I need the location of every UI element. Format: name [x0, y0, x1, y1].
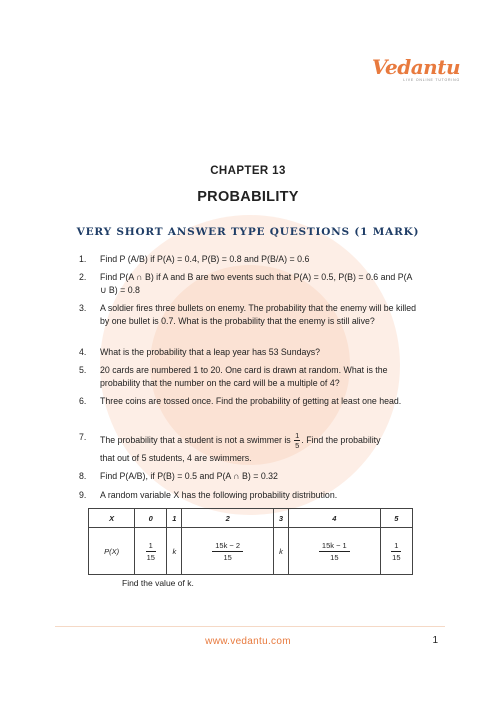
question-text-line [100, 431, 420, 450]
fraction-denominator: 15 [223, 552, 232, 562]
follow-up-question: Find the value of k. [122, 578, 194, 588]
question-5 [79, 364, 420, 390]
fraction [294, 431, 300, 450]
footer-divider [55, 626, 445, 627]
question-number: 7. [79, 432, 87, 442]
question-9 [79, 489, 420, 502]
question-2 [79, 271, 420, 297]
fraction [391, 540, 401, 563]
table-header-cell: 2 [182, 509, 274, 528]
fraction-numerator: 15k − 2 [212, 540, 243, 552]
question-text: . Find the probability [301, 434, 381, 445]
question-text: 20 cards are numbered 1 to 20. One card is drawn at random. What is the probability that the number on the card will be a multiple of 4? [100, 365, 388, 388]
cell-value: k [279, 546, 283, 556]
question-text: A soldier fires three bullets on enemy. The probability that the enemy will be killed by one bullet is 0.7. What is the probability that the enemy is still alive? [100, 303, 417, 326]
question-number: 5. [79, 365, 87, 375]
fraction-numerator: 1 [295, 431, 300, 440]
footer-url: www.vedantu.com [205, 636, 291, 647]
table-row-label: P(X) [89, 528, 135, 575]
table-header-cell: 1 [167, 509, 182, 528]
question-number: 4. [79, 347, 87, 357]
question-number: 8. [79, 471, 87, 481]
fraction [146, 540, 156, 563]
fraction-numerator: 1 [391, 540, 401, 552]
logo-wordmark: Vedantu [371, 55, 460, 79]
question-text: Three coins are tossed once. Find the probability of getting at least one head. [100, 396, 402, 406]
question-8 [79, 470, 420, 483]
question-text: Find P(A ∩ B) if A and B are two events such that P(A) = 0.5, P(B) = 0.6 and P(A ∪ B) = 0.8 [100, 272, 412, 295]
chapter-heading: CHAPTER 13 [210, 165, 286, 177]
question-3 [79, 302, 420, 328]
question-text: Find P (A/B) if P(A) = 0.4, P(B) = 0.8 and P(B/A) = 0.6 [100, 254, 310, 264]
fraction-numerator: 15k − 1 [319, 540, 350, 552]
question-text: that out of 5 students, 4 are swimmers. [100, 453, 252, 463]
question-7 [79, 431, 420, 465]
question-number: 6. [79, 396, 87, 406]
question-number: 3. [79, 303, 87, 313]
vedantu-logo [372, 57, 460, 82]
fraction-denominator: 15 [392, 552, 401, 562]
table-header-cell: 5 [380, 509, 412, 528]
section-heading: VERY SHORT ANSWER TYPE QUESTIONS (1 MARK) [76, 226, 420, 238]
cell-value: k [172, 546, 177, 556]
fraction [319, 540, 350, 563]
question-1 [79, 253, 420, 266]
fraction-denominator: 15 [146, 552, 155, 562]
question-text: A random variable X has the following probability distribution. [100, 490, 338, 500]
table-header-row [89, 509, 413, 528]
logo-tagline: LIVE ONLINE TUTORING [403, 78, 460, 82]
table-header-cell: 0 [135, 509, 167, 528]
fraction-denominator: 15 [330, 552, 339, 562]
question-number: 2. [79, 272, 87, 282]
fraction [212, 540, 243, 563]
question-number: 1. [79, 254, 87, 264]
question-text: What is the probability that a leap year has 53 Sundays? [100, 347, 321, 357]
page-title: PROBABILITY [197, 189, 299, 205]
table-header-cell: 4 [288, 509, 380, 528]
table-cell [288, 528, 380, 575]
table-cell [167, 528, 182, 575]
table-row [89, 528, 413, 575]
question-text: The probability that a student is not a swimmer is [100, 434, 291, 445]
question-text: Find P(A/B), if P(B) = 0.5 and P(A ∩ B) = 0.32 [100, 471, 278, 481]
table-cell [380, 528, 412, 575]
page-number: 1 [432, 635, 438, 646]
table-cell [274, 528, 289, 575]
fraction-numerator: 1 [146, 540, 156, 552]
fraction-denominator: 5 [295, 441, 300, 450]
probability-distribution-table [88, 508, 413, 575]
table-cell [135, 528, 167, 575]
question-6 [79, 395, 420, 408]
table-cell [182, 528, 274, 575]
table-header-cell: 3 [274, 509, 289, 528]
question-number: 9. [79, 490, 87, 500]
table-header-cell: X [89, 509, 135, 528]
question-4 [79, 346, 420, 359]
